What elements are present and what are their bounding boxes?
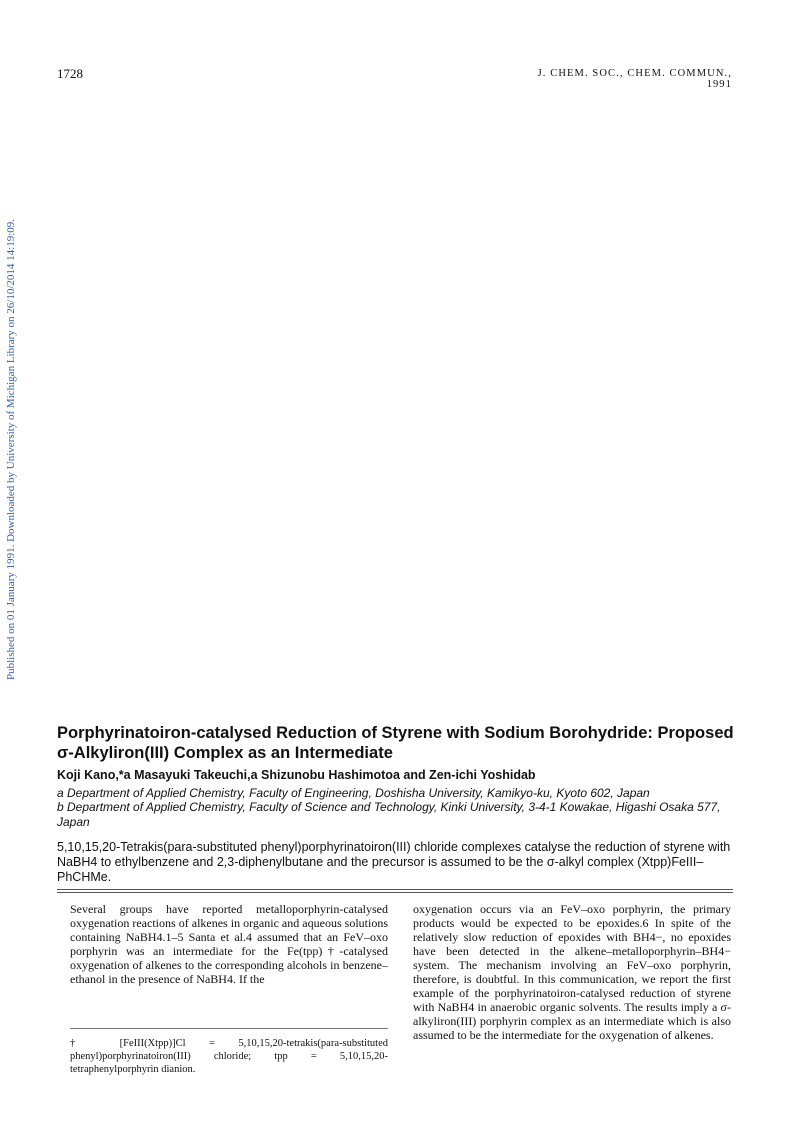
author-list: Koji Kano,*a Masayuki Takeuchi,a Shizunobu Hashimotoa and Zen-ichi Yoshidab bbox=[57, 768, 536, 782]
body-column-right: oxygenation occurs via an FeV–oxo porphyrin, the primary products would be expected to be epoxides.6 In spite of the relatively slow reduction of epoxides with BH4−, no epoxides have been detected in the alkene–metalloporphyrin–BH4− system. The mechanism involving an FeV–oxo porphyrin, therefore, is doubtful. In this communication, we report the first example of the porphyrinatoiron-catalysed reduction of styrene with NaBH4 in anaerobic organic solvents. The results imply a σ-alkyliron(III) porphyrin complex as an intermediate which is also assumed to be the intermediate for the oxygenation of alkenes. bbox=[413, 902, 731, 1042]
journal-header: J. CHEM. SOC., CHEM. COMMUN., 1991 bbox=[537, 68, 732, 90]
body-column-left: Several groups have reported metalloporphyrin-catalysed oxygenation reactions of alkenes in organic and aqueous solutions containing NaBH4.1–5 Santa et al.4 assumed that an FeV–oxo porphyrin was an intermediate for the Fe(tpp)†-catalysed oxygenation of alkenes to the corresponding alcohols in benzene–ethanol in the presence of NaBH4. If the bbox=[70, 902, 388, 986]
affiliation-b: b Department of Applied Chemistry, Faculty of Science and Technology, Kinki University, 3-4-1 Kowakae, Higashi Osaka 577, Japan bbox=[57, 800, 721, 829]
page-number: 1728 bbox=[57, 66, 83, 81]
abstract-rule-bottom bbox=[57, 892, 733, 893]
footnote: † [FeIII(Xtpp)]Cl = 5,10,15,20-tetrakis(para-substituted phenyl)porphyrinatoiron(III) chloride; tpp = 5,10,15,20-tetraphenylporphyrin dianion. bbox=[70, 1038, 388, 1075]
abstract: 5,10,15,20-Tetrakis(para-substituted phenyl)porphyrinatoiron(III) chloride complexes catalyse the reduction of styrene with NaBH4 to ethylbenzene and 2,3-diphenylbutane and the precursor is assumed to be the σ-alkyl complex (Xtpp)FeIII–PhCHMe. bbox=[57, 840, 731, 884]
download-stamp: Published on 01 January 1991. Downloaded by University of Michigan Library on 26/10/2014 14:19:09. bbox=[5, 218, 17, 680]
affiliation-a: a Department of Applied Chemistry, Faculty of Engineering, Doshisha University, Kamikyo-ku, Kyoto 602, Japan bbox=[57, 786, 650, 800]
abstract-rule-top bbox=[57, 889, 733, 890]
footnote-divider bbox=[70, 1028, 388, 1029]
article-title: Porphyrinatoiron-catalysed Reduction of Styrene with Sodium Borohydride: Proposed σ-Alkyliron(III) Complex as an Intermediate bbox=[57, 724, 734, 762]
